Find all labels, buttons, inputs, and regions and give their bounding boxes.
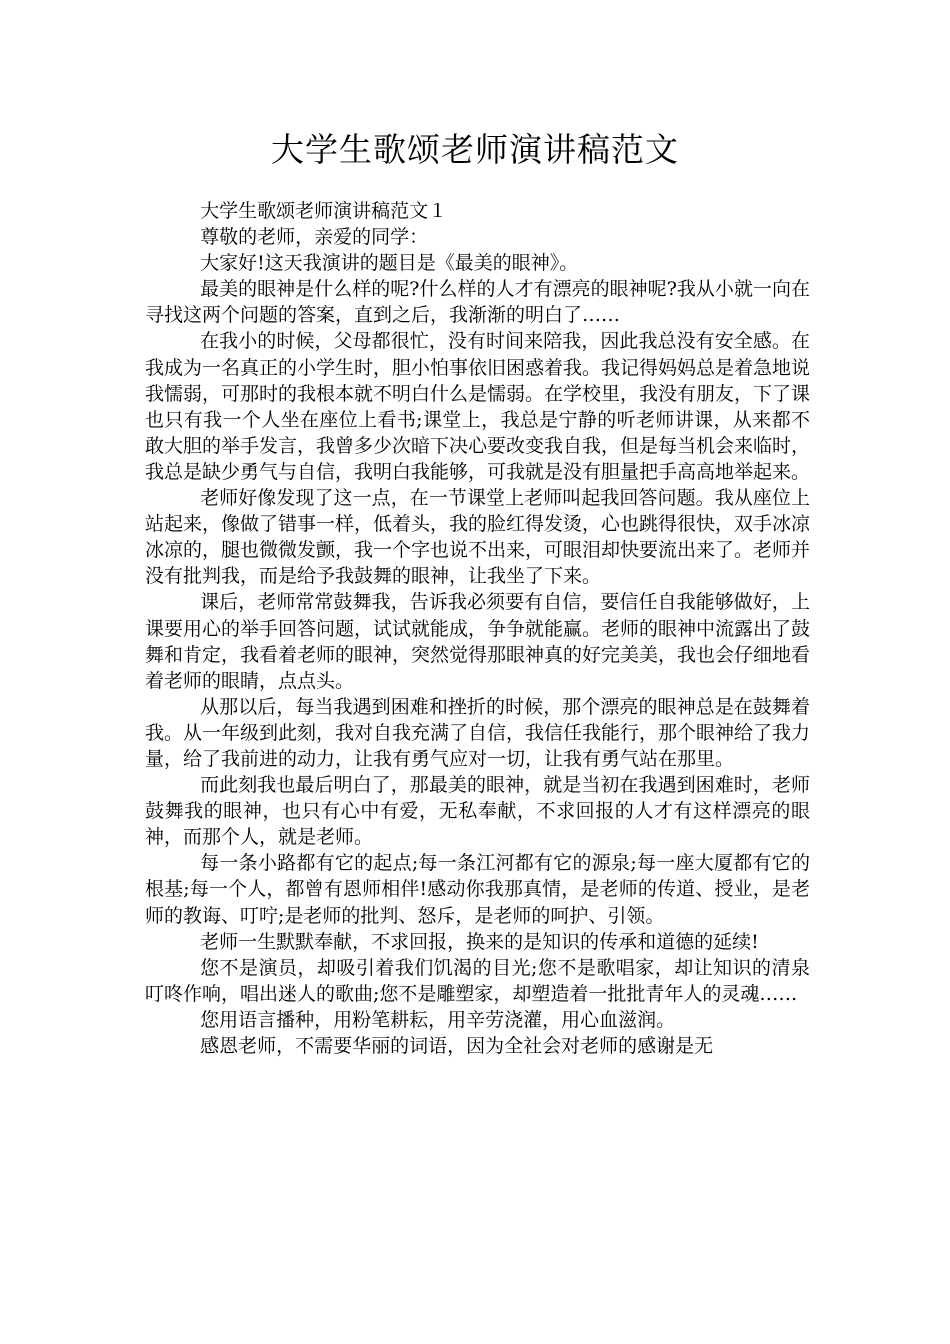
paragraph: 每一条小路都有它的起点;每一条江河都有它的源泉;每一座大厦都有它的根基;每一个人，都曾有恩师相伴!感动你我那真情，是老师的传道、授业，是老师的教诲、叮咛;是老师的批判、怒斥，是老师的呵护、引领。 — [145, 852, 810, 927]
paragraph: 从那以后，每当我遇到困难和挫折的时候，那个漂亮的眼神总是在鼓舞着我。从一年级到此刻，我对自我充满了自信，我信任我能行，那个眼神给了我力量，给了我前进的动力，让我有勇气应对一切，让我有勇气站在那里。 — [145, 695, 811, 770]
paragraph: 而此刻我也最后明白了，那最美的眼神，就是当初在我遇到困难时，老师鼓舞我的眼神，也只有心中有爱，无私奉献，不求回报的人才有这样漂亮的眼神，而那个人，就是老师。 — [145, 774, 810, 849]
document-body — [145, 198, 810, 1059]
paragraph: 老师好像发现了这一点，在一节课堂上老师叫起我回答问题。我从座位上站起来，像做了错事一样，低着头，我的脸红得发烫，心也跳得很快，双手冰凉冰凉的，腿也微微发颤，我一个字也说不出来，可眼泪却快要流出来了。老师并没有批判我，而是给予我鼓舞的眼神，让我坐了下来。 — [145, 487, 811, 588]
paragraph: 老师一生默默奉献，不求回报，换来的是知识的传承和道德的延续! — [200, 930, 759, 953]
paragraph: 在我小的时候，父母都很忙，没有时间来陪我，因此我总没有安全感。在我成为一名真正的小学生时，胆小怕事依旧困惑着我。我记得妈妈总是着急地说我懦弱，可那时的我根本就不明白什么是懦弱。在学校里，我没有朋友，下了课也只有我一个人坐在座位上看书;课堂上，我总是宁静的听老师讲课，从来都不敢大胆的举手发言，我曾多少次暗下决心要改变我自我，但是每当机会来临时，我总是缺少勇气与自信，我明白我能够，可我就是没有胆量把手高高地举起来。 — [145, 330, 811, 483]
paragraph: 大学生歌颂老师演讲稿范文１ — [200, 200, 448, 222]
paragraph: 尊敬的老师，亲爱的同学： — [200, 226, 429, 249]
paragraph: 您用语言播种，用粉笔耕耘，用辛劳浇灌，用心血滋润。 — [200, 1008, 676, 1031]
paragraph: 您不是演员，却吸引着我们饥渴的目光;您不是歌唱家，却让知识的清泉叮咚作响，唱出迷人的歌曲;您不是雕塑家，却塑造着一批批青年人的灵魂…… — [145, 956, 810, 1005]
document-title: 大学生歌颂老师演讲稿范文 — [271, 130, 679, 169]
paragraph: 最美的眼神是什么样的呢?什么样的人才有漂亮的眼神呢?我从小就一向在寻找这两个问题的答案，直到之后，我渐渐的明白了…… — [145, 278, 810, 327]
paragraph: 大家好!这天我演讲的题目是《最美的眼神》。 — [200, 252, 579, 275]
paragraph: 感恩老师，不需要华丽的词语，因为全社会对老师的感谢是无 — [200, 1035, 714, 1057]
paragraph: 课后，老师常常鼓舞我，告诉我必须要有自信，要信任自我能够做好，上课要用心的举手回答问题，试试就能成，争争就能赢。老师的眼神中流露出了鼓舞和肯定，我看着老师的眼神，突然觉得那眼神真的好完美美，我也会仔细地看着老师的眼睛，点点头。 — [145, 591, 811, 692]
